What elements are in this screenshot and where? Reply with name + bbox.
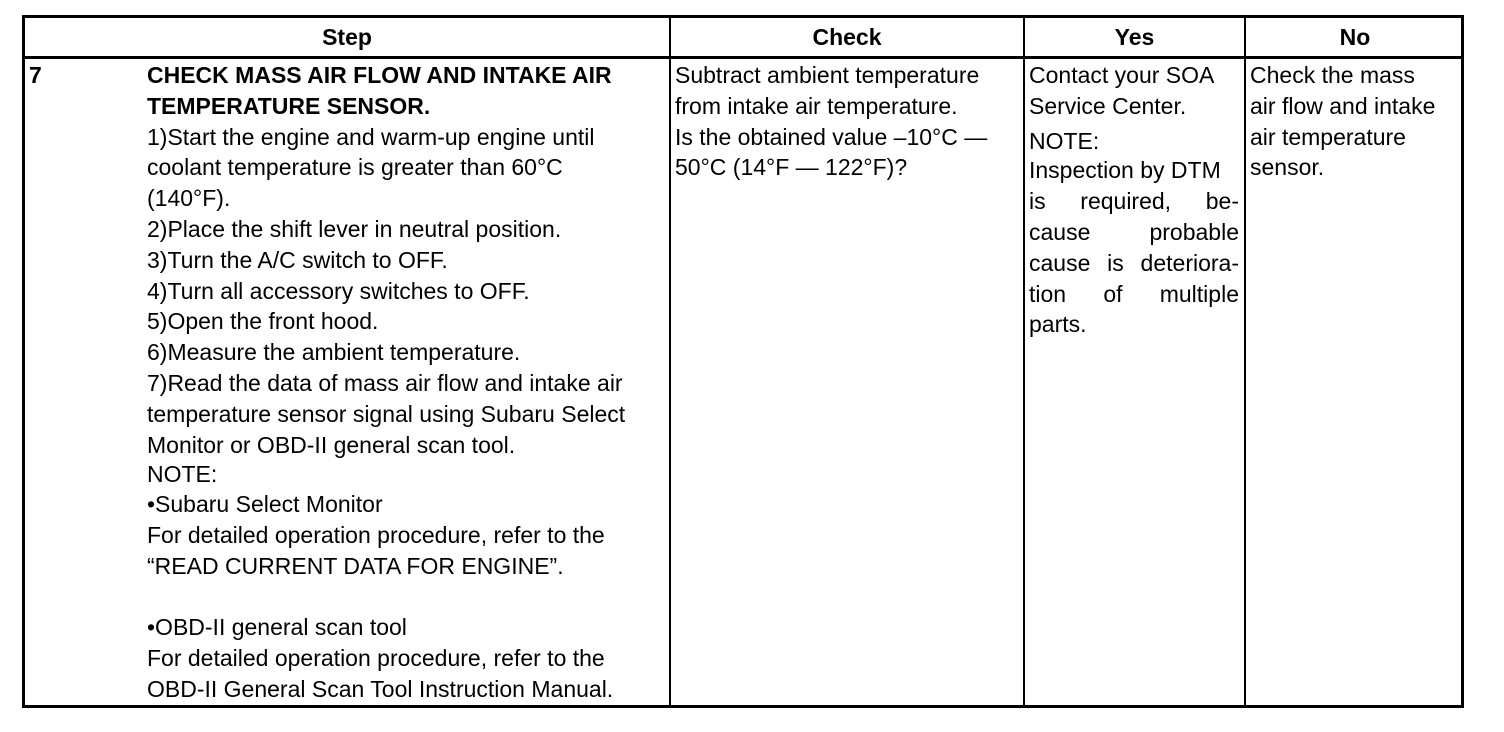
yes-note-label: NOTE: (1029, 127, 1100, 154)
column-divider-check-yes (1023, 18, 1025, 705)
step-title-line: CHECK MASS AIR FLOW AND INTAKE AIR (147, 62, 612, 88)
step-instruction-line: coolant temperature is greater than 60°C (147, 154, 563, 181)
step-instruction-line: 2)Place the shift lever in neutral position. (147, 215, 562, 242)
step-number: 7 (29, 62, 42, 88)
step-instruction-line: 7)Read the data of mass air flow and intake air (147, 369, 623, 396)
step-note-label: NOTE: (147, 461, 218, 488)
procedure-table (22, 15, 1464, 708)
header-no: No (1339, 24, 1371, 50)
step-note-line: OBD-II General Scan Tool Instruction Manual. (147, 675, 614, 702)
step-note-line: For detailed operation procedure, refer to the (147, 645, 605, 672)
step-instruction-line: (140°F). (147, 185, 231, 212)
step-note-line: “READ CURRENT DATA FOR ENGINE”. (147, 552, 564, 579)
header-check: Check (812, 24, 882, 50)
header-yes: Yes (1114, 24, 1155, 50)
step-instruction-line: temperature sensor signal using Subaru Select (147, 400, 626, 427)
step-note-spacer (147, 582, 665, 613)
header-divider (25, 56, 1461, 59)
column-divider-yes-no (1244, 18, 1246, 705)
yes-note-line: is required, be- (1029, 188, 1239, 215)
yes-note-line: Inspection by DTM (1029, 157, 1221, 184)
step-instruction-line: Monitor or OBD-II general scan tool. (147, 431, 516, 458)
step-instruction-line: 1)Start the engine and warm-up engine until (147, 123, 595, 150)
yes-cell (1029, 60, 1239, 340)
step-instruction-line: 4)Turn all accessory switches to OFF. (147, 277, 530, 304)
step-instruction-line: 6)Measure the ambient temperature. (147, 339, 521, 366)
step-instruction-line: 5)Open the front hood. (147, 308, 379, 335)
check-cell (675, 60, 1019, 183)
step-note-line: For detailed operation procedure, refer to the (147, 521, 605, 548)
check-line: Subtract ambient temperature (675, 62, 980, 88)
no-line: air flow and intake (1250, 92, 1436, 119)
yes-note-line: parts. (1029, 311, 1087, 338)
step-instruction-line: 3)Turn the A/C switch to OFF. (147, 246, 448, 273)
yes-line: Service Center. (1029, 92, 1187, 119)
yes-note-line: tion of multiple (1029, 280, 1239, 307)
step-note-line: •OBD-II general scan tool (147, 614, 407, 641)
check-line: Is the obtained value –10°C — (675, 123, 988, 150)
step-cell (147, 60, 665, 705)
check-line: from intake air temperature. (675, 92, 958, 119)
column-divider-step-check (669, 18, 671, 705)
yes-note-line: cause probable (1029, 218, 1239, 245)
no-cell (1250, 60, 1462, 183)
step-title-line: TEMPERATURE SENSOR. (147, 92, 431, 119)
step-note-line: •Subaru Select Monitor (147, 491, 383, 518)
check-line: 50°C (14°F — 122°F)? (675, 154, 908, 181)
header-step: Step (322, 24, 372, 50)
no-line: Check the mass (1250, 62, 1415, 88)
no-line: air temperature (1250, 123, 1406, 150)
yes-note-line: cause is deteriora- (1029, 249, 1239, 276)
no-line: sensor. (1250, 154, 1325, 181)
yes-line: Contact your SOA (1029, 62, 1215, 88)
